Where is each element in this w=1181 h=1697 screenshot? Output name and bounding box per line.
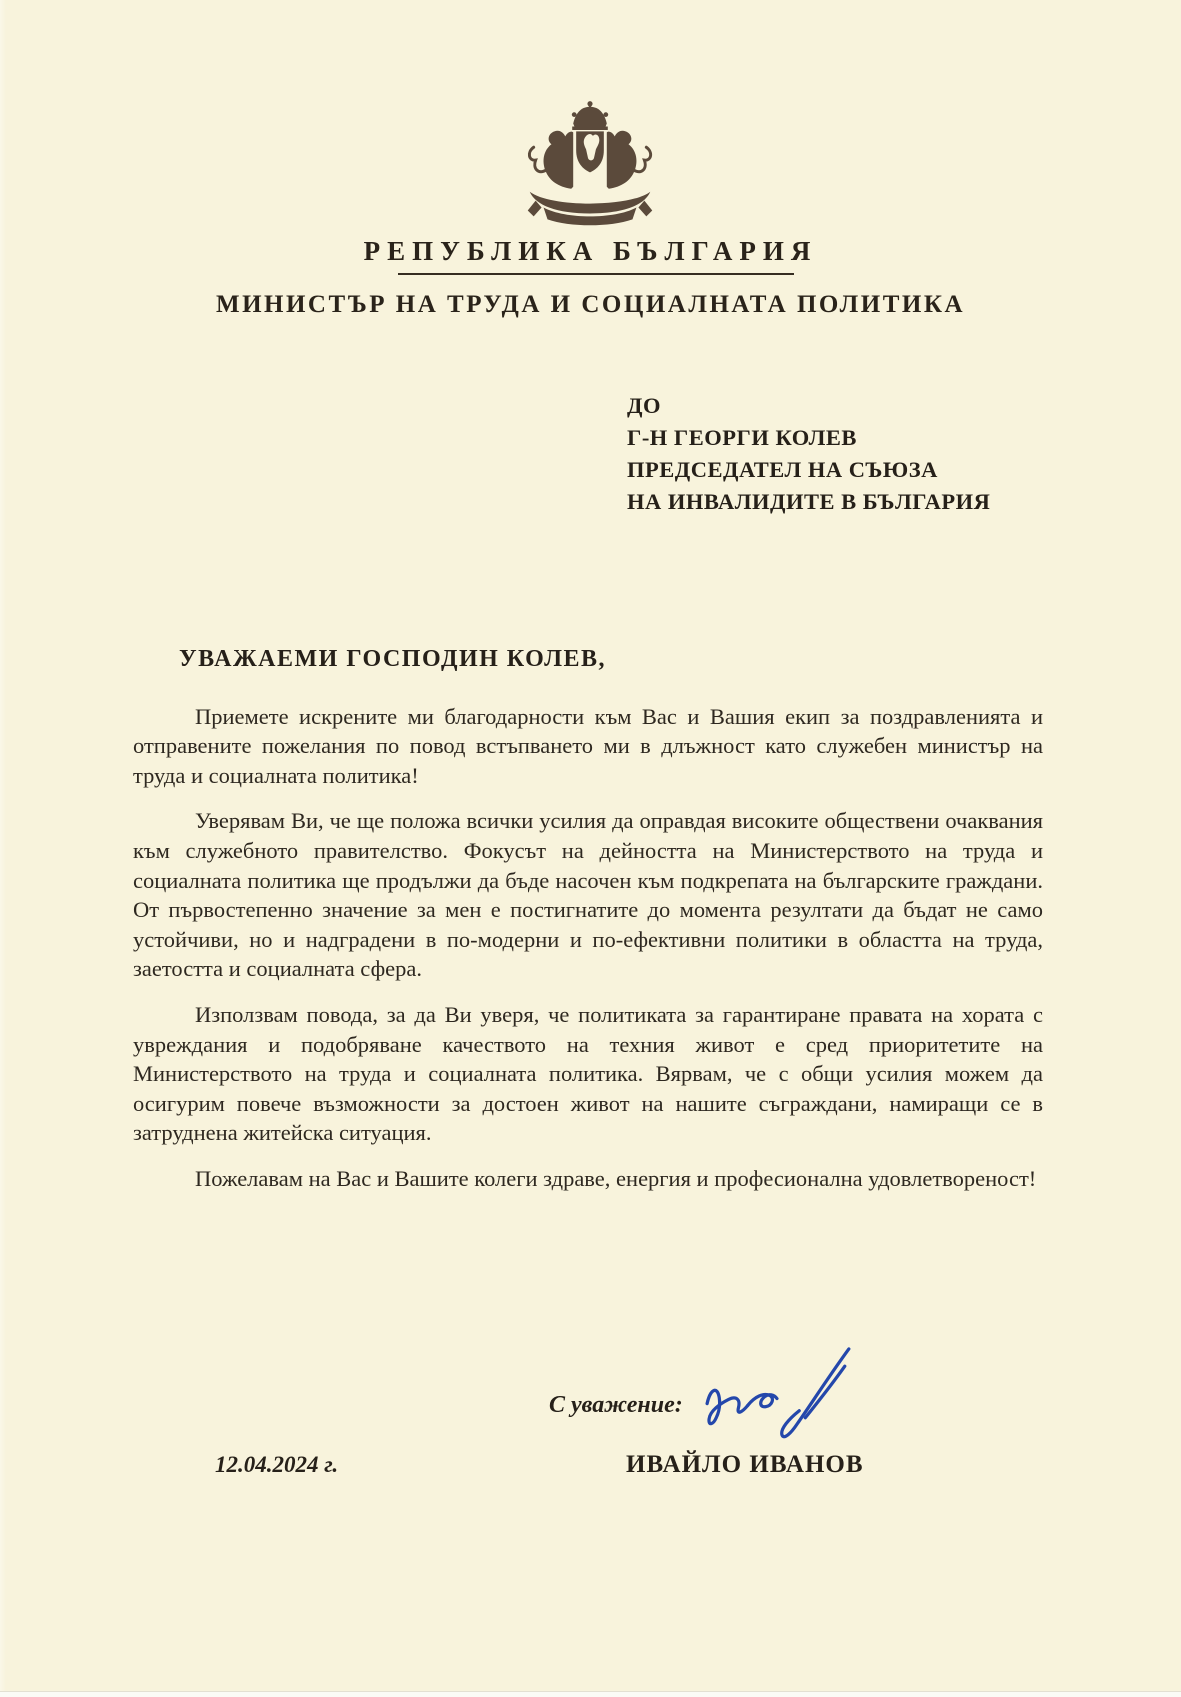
republic-title: РЕПУБЛИКА БЪЛГАРИЯ bbox=[363, 236, 818, 266]
header-rule bbox=[398, 273, 794, 275]
recipient-block bbox=[627, 390, 990, 518]
recipient-line-organization: НА ИНВАЛИДИТЕ В БЪЛГАРИЯ bbox=[627, 489, 991, 514]
closing-label: С уважение: bbox=[549, 1392, 683, 1418]
ministry-title: МИНИСТЪР НА ТРУДА И СОЦИАЛНАТА ПОЛИТИКА bbox=[215, 291, 966, 318]
letter-date: 12.04.2024 г. bbox=[215, 1452, 339, 1477]
recipient-line-position: ПРЕДСЕДАТЕЛ НА СЪЮЗА bbox=[627, 457, 938, 482]
salutation: УВАЖАЕМИ ГОСПОДИН КОЛЕВ, bbox=[179, 646, 606, 672]
paragraph-1: Приемете искрените ми благодарности към Вас и Вашия екип за поздравленията и отправените пожелания по повод встъпването ми в длъжност като служебен министър на труда и социалната политика! bbox=[133, 703, 1043, 788]
signatory-name: ИВАЙЛО ИВАНОВ bbox=[626, 1451, 864, 1478]
bulgaria-coat-of-arms-icon bbox=[506, 96, 674, 238]
letter-body bbox=[133, 645, 1043, 1194]
recipient-line-to: ДО bbox=[627, 393, 661, 418]
recipient-line-name: Г-Н ГЕОРГИ КОЛЕВ bbox=[627, 425, 857, 450]
paragraph-3: Използвам повода, за да Ви уверя, че политиката за гарантиране правата на хората с увреждания и подобряване качеството на техния живот е сред приоритетите на Министерството на труда и социалната политика. Вярвам, че с общи усилия можем да осигурим повече възможности за достоен живот на нашите съграждани, намиращи се в затруднена житейска ситуация. bbox=[133, 1001, 1043, 1146]
handwritten-signature-icon bbox=[700, 1340, 862, 1448]
paragraph-4: Пожелавам на Вас и Вашите колеги здраве, енергия и професионална удовлетвореност! bbox=[195, 1165, 1037, 1191]
paragraph-2: Уверявам Ви, че ще положа всички усилия да оправдая високите обществени очаквания към служебното правителство. Фокусът на дейността на Министерството на труда и социалната политика ще продължи да бъде насочен към подкрепата на българските граждани. От първостепенно значение за мен е постигнатите до момента резултати да бъдат не само устойчиви, но и надградени в по-модерни и по-ефективни политики в областта на труда, заетостта и социалната сфера. bbox=[133, 808, 1043, 982]
scan-edge bbox=[0, 1691, 1181, 1697]
